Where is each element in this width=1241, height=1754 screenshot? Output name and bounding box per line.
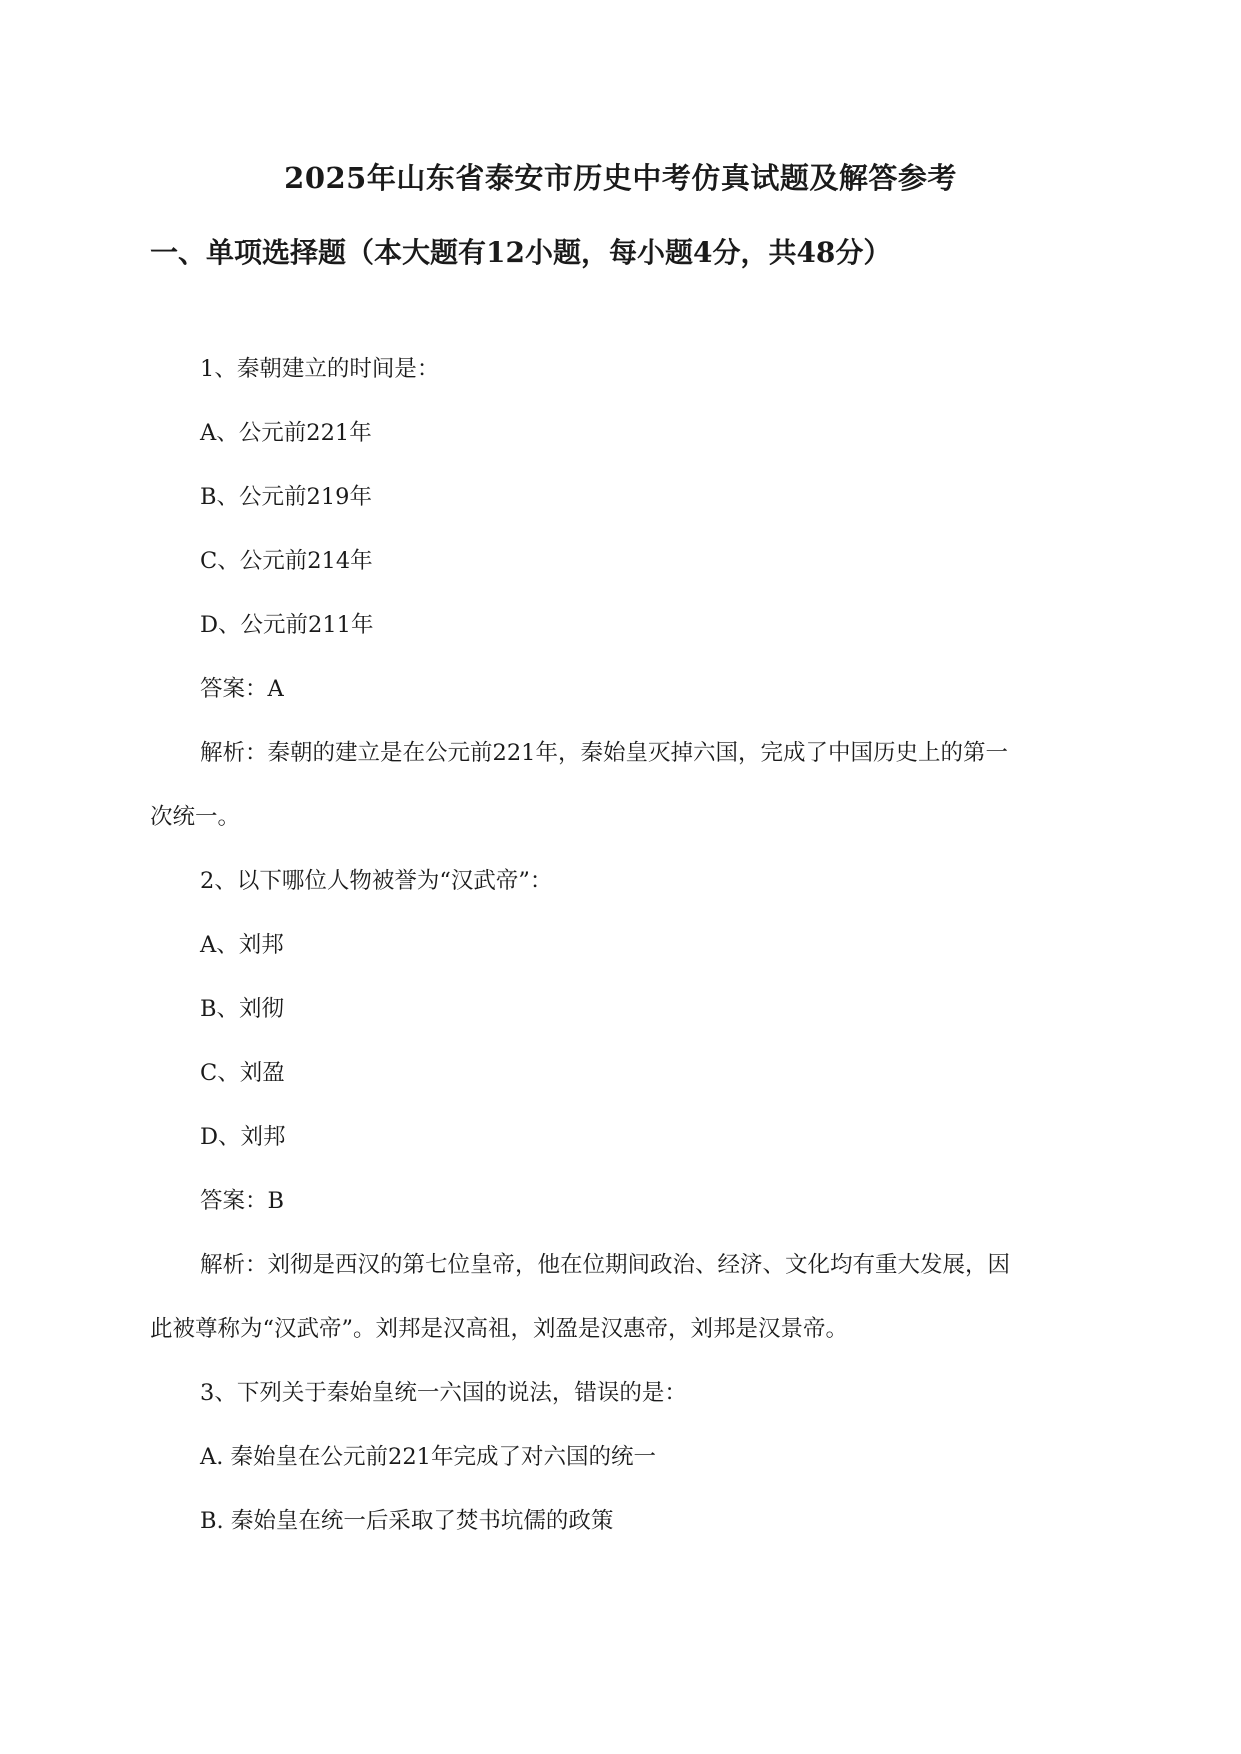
question-3-option-a: A. 秦始皇在公元前221年完成了对六国的统一 — [200, 1444, 656, 1470]
question-2-answer: 答案：B — [200, 1188, 285, 1214]
section-heading: 一、单项选择题（本大题有12小题，每小题4分，共48分） — [150, 236, 892, 269]
document-title: 2025年山东省泰安市历史中考仿真试题及解答参考 — [284, 161, 957, 195]
question-1-answer: 答案：A — [200, 676, 284, 702]
question-1-option-b: B、公元前219年 — [200, 484, 372, 510]
question-2-option-c: C、刘盈 — [200, 1060, 285, 1086]
question-3-stem: 3、下列关于秦始皇统一六国的说法，错误的是： — [200, 1380, 687, 1406]
question-1-option-c: C、公元前214年 — [200, 548, 373, 574]
question-3-option-b: B. 秦始皇在统一后采取了焚书坑儒的政策 — [200, 1508, 614, 1534]
question-1-option-d: D、公元前211年 — [200, 612, 374, 638]
question-1-option-a: A、公元前221年 — [200, 420, 372, 446]
question-2-stem: 2、以下哪位人物被誉为“汉武帝”： — [200, 868, 553, 894]
question-2-option-d: D、刘邦 — [200, 1124, 286, 1150]
question-1-analysis-line-1: 解析：秦朝的建立是在公元前221年，秦始皇灭掉六国，完成了中国历史上的第一 — [200, 740, 1008, 766]
question-1-analysis-line-2: 次统一。 — [150, 804, 241, 830]
question-1-stem: 1、秦朝建立的时间是： — [200, 356, 440, 382]
question-2-analysis-line-1: 解析：刘彻是西汉的第七位皇帝，他在位期间政治、经济、文化均有重大发展，因 — [200, 1252, 1011, 1278]
question-2-analysis-line-2: 此被尊称为“汉武帝”。刘邦是汉高祖，刘盈是汉惠帝，刘邦是汉景帝。 — [150, 1316, 849, 1342]
question-2-option-a: A、刘邦 — [200, 932, 284, 958]
question-2-option-b: B、刘彻 — [200, 996, 285, 1022]
